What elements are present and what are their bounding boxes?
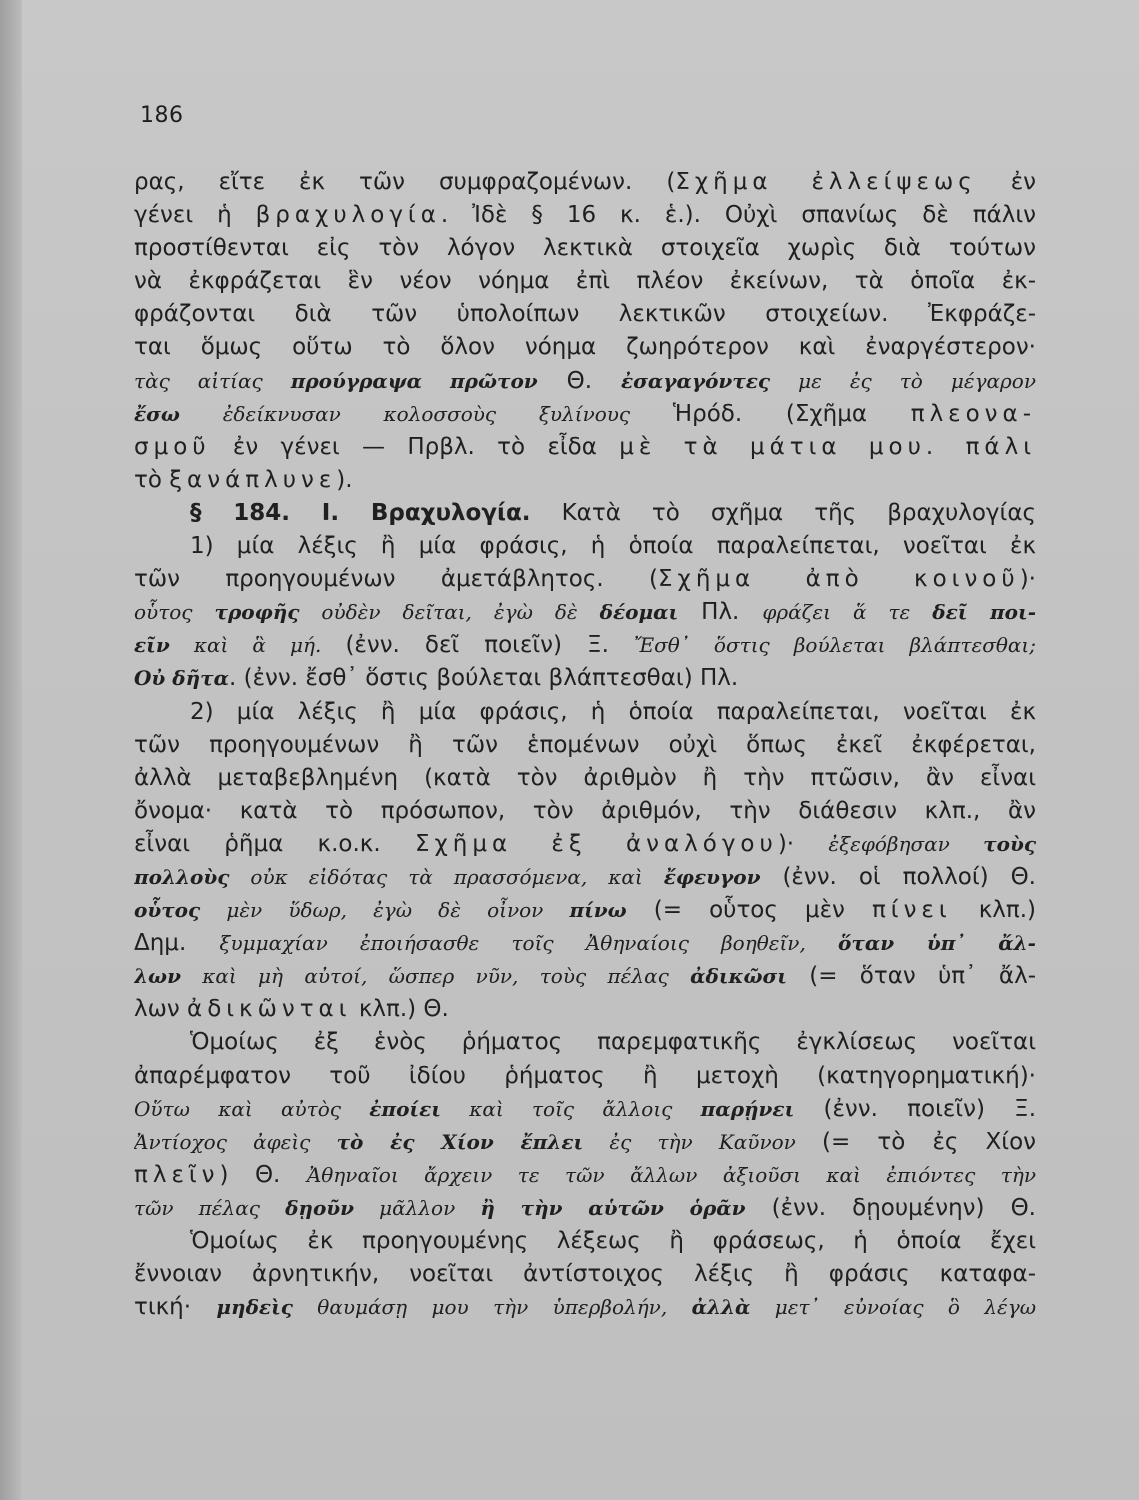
body-text xyxy=(134,166,1036,1324)
text-segment: Ὁμοίως ἐξ ἑνὸς ῥήματος παρεμφατικῆς ἐγκλίσεως νοεῖται xyxy=(190,1029,1036,1056)
text-line xyxy=(134,431,1036,464)
text-segment: πίνει xyxy=(871,897,952,924)
text-segment: παρῄνει xyxy=(700,1096,795,1121)
text-segment: δέομαι xyxy=(599,600,679,625)
text-line xyxy=(134,828,1036,861)
text-segment: ἔσω xyxy=(134,401,180,426)
text-segment: 1) μία λέξις ἢ μία φράσις, ἡ ὁποία παραλείπεται, νοεῖται ἐκ xyxy=(190,533,1036,560)
text-segment: λων xyxy=(134,996,188,1023)
text-segment: πίνω xyxy=(569,898,627,923)
text-segment: οὐδὲν δεῖται, ἐγὼ δὲ xyxy=(299,600,600,625)
text-segment: ξυμμαχίαν ἐποιήσασθε τοῖς Ἀθηναίοις βοηθεῖν, xyxy=(219,931,839,956)
text-segment: Ἔσθ᾽ ὅστις βούλεται βλάπτεσθαι; xyxy=(633,633,1036,658)
text-segment: (ἐνν. οἱ πολλοί) Θ. xyxy=(760,863,1036,890)
text-segment: ἐν xyxy=(976,169,1036,195)
text-segment: ἀπαρέμφατον τοῦ ἰδίου ῥήματος ἢ μετοχὴ (κατηγορηματική)· xyxy=(134,1062,1036,1089)
text-segment: ξανάπλυνε xyxy=(169,466,337,493)
text-segment: ρας, εἴτε ἐκ τῶν συμφραζομένων. ( xyxy=(134,169,676,195)
text-line xyxy=(134,365,1036,398)
text-segment: καὶ τοῖς ἄλλοις xyxy=(440,1096,701,1121)
text-segment: πολλοὺς xyxy=(134,864,230,889)
text-segment: εἶναι ῥῆμα κ.ο.κ. xyxy=(134,830,415,857)
text-line xyxy=(134,331,1036,364)
text-segment: (ἐνν. δῃουμένην) Θ. xyxy=(745,1194,1036,1221)
text-segment: τροφῆς xyxy=(214,600,300,625)
text-segment: ται ὅμως οὕτω τὸ ὅλον νόημα ζωηρότερον καὶ ἐναργέστερον· xyxy=(134,334,1036,361)
text-line xyxy=(134,265,1036,298)
text-line xyxy=(134,1192,1036,1225)
text-line xyxy=(134,894,1036,927)
text-segment: φράζονται διὰ τῶν ὑπολοίπων λεκτικῶν στοιχείων. Ἐκφράζε- xyxy=(134,301,1036,328)
text-line xyxy=(134,762,1036,795)
text-segment: Θ. xyxy=(537,367,621,394)
text-segment: δεῖ ποι- xyxy=(932,600,1036,625)
text-line xyxy=(134,166,1036,199)
text-line xyxy=(134,1026,1036,1059)
text-segment: θαυμάσῃ μου τὴν ὑπερβολήν, xyxy=(292,1295,692,1320)
text-line xyxy=(134,662,1036,695)
text-line xyxy=(134,298,1036,331)
text-segment: κλπ.) Θ. xyxy=(351,996,449,1023)
text-segment: μετ᾽ εὐνοίας ὃ λέγω xyxy=(750,1295,1036,1320)
text-segment: μὲν ὕδωρ, ἐγὼ δὲ οἶνον xyxy=(200,898,570,923)
text-segment: Πλ. xyxy=(678,599,763,626)
text-segment: καὶ μὴ αὐτοί, ὥσπερ νῦν, τοὺς πέλας xyxy=(180,964,691,989)
text-segment: οὗτος xyxy=(134,600,215,625)
text-segment: οὐκ εἰδότας τὰ πρασσόμενα, καὶ xyxy=(229,864,664,889)
text-line xyxy=(134,464,1036,497)
text-segment: οὗτος xyxy=(134,898,201,923)
text-line xyxy=(134,993,1036,1026)
text-segment: τῶν πέλας xyxy=(134,1195,286,1220)
text-segment: Σχῆμα ἀπὸ κοινοῦ xyxy=(658,566,1020,593)
text-segment: (ἐνν. ποιεῖν) Ξ. xyxy=(794,1095,1036,1122)
text-line xyxy=(134,1225,1036,1258)
text-segment: (= τὸ ἐς Χίον xyxy=(822,1128,1036,1155)
text-line xyxy=(134,530,1036,563)
text-segment: γένει ἡ xyxy=(134,202,256,229)
text-segment: καὶ ἃ μή. xyxy=(169,633,346,658)
text-line xyxy=(134,629,1036,662)
text-line xyxy=(134,1291,1036,1324)
text-segment: . (ἐνν. ἔσθ᾽ ὅστις βούλεται βλάπτεσθαι) Πλ. xyxy=(229,665,739,692)
text-segment: ἐς τὴν Καῦνον xyxy=(583,1129,823,1154)
text-line xyxy=(134,1126,1036,1159)
text-segment: § 184. Ι. Βραχυλογία. xyxy=(190,499,531,526)
text-segment: ἀλλὰ μεταβεβλημένη (κατὰ τὸν ἀριθμὸν ἢ τὴν πτῶσιν, ἂν εἶναι xyxy=(134,764,1036,791)
text-segment: προστίθενται εἰς τὸν λόγον λεκτικὰ στοιχεῖα χωρὶς διὰ τούτων xyxy=(134,235,1036,262)
text-line xyxy=(134,1159,1036,1192)
text-segment: πρῶτον xyxy=(450,368,538,393)
text-segment: Δημ. xyxy=(134,930,220,957)
text-segment: ). xyxy=(336,466,353,493)
text-segment: )· xyxy=(777,830,829,857)
text-segment: ἔφευγον xyxy=(663,864,761,889)
text-segment: κλπ.) xyxy=(951,897,1036,924)
text-line xyxy=(134,1093,1036,1126)
text-line xyxy=(134,861,1036,894)
text-segment: με ἐς τὸ μέγαρον xyxy=(770,368,1036,393)
text-segment: Κατὰ τὸ σχῆμα τῆς βραχυλογίας xyxy=(530,499,1036,526)
text-segment: δῃοῦν xyxy=(285,1195,355,1220)
text-segment: ) Θ. xyxy=(219,1161,307,1188)
text-line xyxy=(134,497,1036,530)
text-segment: (ἐνν. δεῖ ποιεῖν) Ξ. xyxy=(345,632,634,659)
text-line xyxy=(134,696,1036,729)
text-segment: ἐσαγαγόντες xyxy=(620,368,771,393)
text-segment: εῖν xyxy=(134,633,170,658)
page-edge-shadow xyxy=(0,0,22,1500)
text-line xyxy=(134,1258,1036,1291)
text-segment: Οὐ δῆτα xyxy=(134,666,229,691)
text-line xyxy=(134,927,1036,960)
text-segment: Σχῆμα ἐλλείψεως xyxy=(675,169,977,195)
text-segment: )· xyxy=(1019,566,1036,593)
text-segment: πλεῖν xyxy=(134,1161,220,1188)
text-segment: νὰ ἐκφράζεται ἓν νέον νόημα ἐπὶ πλέον ἐκείνων, τὰ ὁποῖα ἐκ- xyxy=(134,268,1036,295)
text-segment: προύγραψα xyxy=(290,368,423,393)
text-segment: τική· xyxy=(134,1294,217,1321)
text-segment: τῶν προηγουμένων ἀμετάβλητος. ( xyxy=(134,566,659,593)
text-segment: φράζει ἅ τε xyxy=(762,600,933,625)
text-segment: ὄνομα· κατὰ τὸ πρόσωπον, τὸν ἀριθμόν, τὴν διάθεσιν κλπ., ἂν xyxy=(134,797,1036,824)
text-line xyxy=(134,232,1036,265)
text-segment xyxy=(422,369,450,393)
text-segment: Σχῆμα ἐξ ἀναλόγου xyxy=(414,830,778,857)
text-segment: ἐδείκνυσαν κολοσσοὺς ξυλίνους xyxy=(179,401,673,426)
text-segment: ἐν γένει — Πρβλ. τὸ εἶδα xyxy=(210,433,620,460)
text-line xyxy=(134,563,1036,596)
text-segment: μᾶλλον xyxy=(354,1195,481,1220)
text-segment: ἀδικῶνται xyxy=(187,996,352,1023)
text-segment: τὰς αἰτίας xyxy=(134,368,291,393)
text-segment: . Ἰδὲ § 16 κ. ἑ.). Οὐχὶ σπανίως δὲ πάλιν xyxy=(440,202,1036,229)
text-line xyxy=(134,1060,1036,1093)
text-segment: ἐποίει xyxy=(369,1096,441,1121)
page-number: 186 xyxy=(140,103,184,128)
text-segment: Ἡρόδ. (Σχῆμα xyxy=(672,400,911,427)
text-segment: σμοῦ xyxy=(134,433,211,460)
text-segment: λων xyxy=(134,964,181,989)
text-segment: βραχυλογία xyxy=(255,202,441,229)
text-line xyxy=(134,199,1036,232)
text-line xyxy=(134,795,1036,828)
text-line xyxy=(134,596,1036,629)
text-segment: ἢ τὴν αὑτῶν ὁρᾶν xyxy=(480,1195,746,1220)
text-segment: τὸ xyxy=(134,466,170,493)
text-segment: τῶν προηγουμένων ἢ τῶν ἑπομένων οὐχὶ ὅπως ἐκεῖ ἐκφέρεται, xyxy=(134,731,1036,758)
text-segment: Ἀντίοχος ἀφεὶς xyxy=(134,1129,337,1154)
text-segment: τὸ ἐς Χίον ἔπλει xyxy=(336,1129,584,1154)
text-segment: (= οὗτος μὲν xyxy=(626,897,872,924)
text-segment: ἐξεφόβησαν xyxy=(828,831,984,856)
text-segment: (= ὅταν ὑπ᾽ ἄλ- xyxy=(786,963,1036,990)
text-segment: τοὺς xyxy=(983,831,1036,856)
text-segment: μὲ τὰ μάτια μου. πάλι xyxy=(619,433,1036,460)
text-segment: 2) μία λέξις ἢ μία φράσις, ἡ ὁποία παραλείπεται, νοεῖται ἐκ xyxy=(190,698,1036,725)
text-segment: Οὕτω καὶ αὐτὸς xyxy=(134,1096,370,1121)
text-segment: ἀλλὰ xyxy=(691,1295,751,1320)
text-segment: μηδεὶς xyxy=(216,1295,293,1320)
text-line xyxy=(134,729,1036,762)
text-segment: ἀδικῶσι xyxy=(690,964,787,989)
text-segment: πλεονα- xyxy=(910,400,1036,427)
text-line xyxy=(134,398,1036,431)
text-segment: Ὁμοίως ἐκ προηγουμένης λέξεως ἢ φράσεως, ἡ ὁποία ἔχει xyxy=(190,1228,1036,1254)
text-segment: Ἀθηναῖοι ἄρχειν τε τῶν ἄλλων ἀξιοῦσι καὶ ἐπιόντες τὴν xyxy=(306,1162,1036,1187)
text-segment: ἔννοιαν ἀρνητικήν, νοεῖται ἀντίστοιχος λέξις ἢ φράσις καταφα- xyxy=(134,1261,1036,1288)
text-segment: ὅταν ὑπ᾽ ἄλ- xyxy=(838,931,1036,956)
text-line xyxy=(134,960,1036,993)
